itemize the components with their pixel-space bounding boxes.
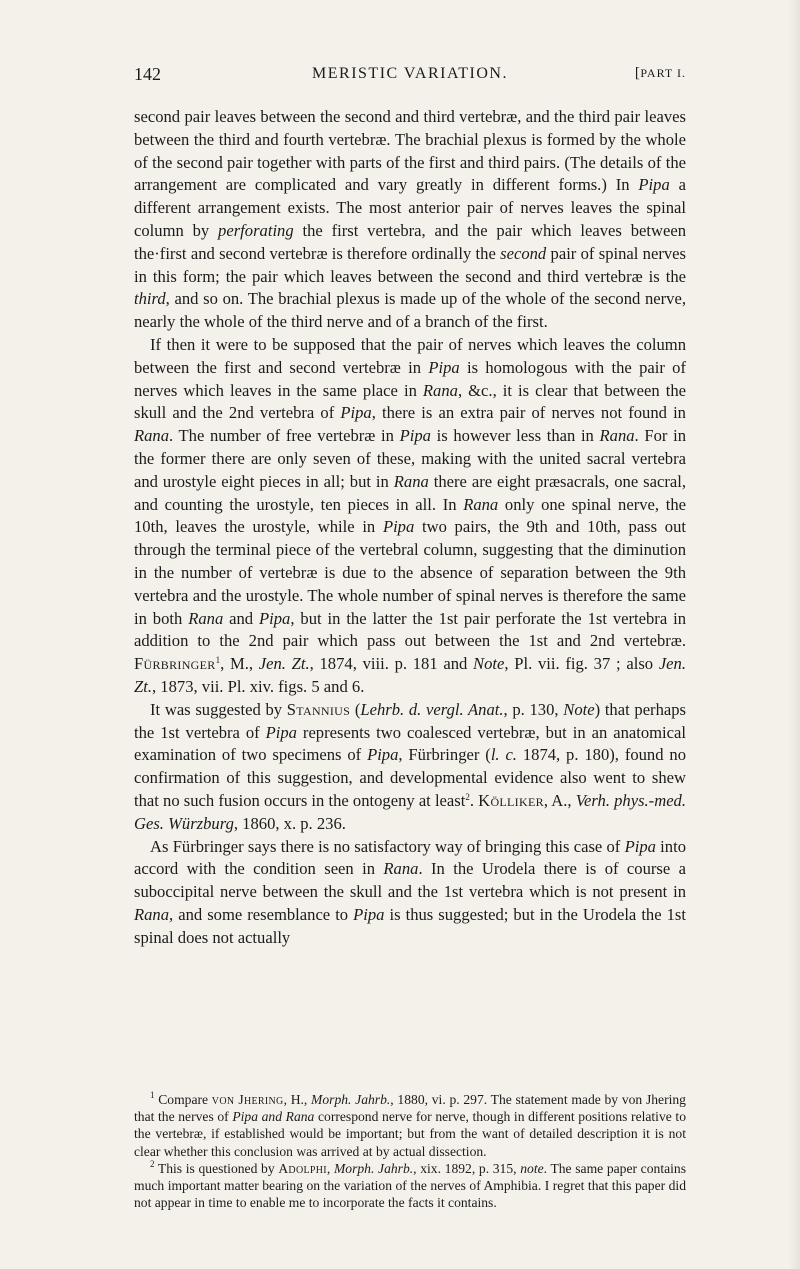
main-text [134, 106, 686, 949]
text-run: , M., [220, 654, 259, 674]
italic-text: Rana [383, 859, 419, 879]
footnote-marker: 1 [150, 1090, 155, 1100]
italic-text: second [500, 243, 547, 263]
italic-text: Rana [463, 494, 499, 514]
italic-text: Jen. Zt. [134, 654, 686, 696]
small-caps-name: Stannius [286, 699, 351, 719]
text-run: the first vertebra, and the pair which leaves between the·first and second vertebræ is therefore ordinally the [134, 220, 686, 263]
paragraph-p1 [134, 106, 686, 334]
part-bracket: [ [634, 65, 641, 81]
text-run: only one spinal nerve, the 10th, leaves the urostyle, while in [134, 494, 686, 537]
text-run: , 1874, viii. p. 181 and [309, 654, 474, 674]
text-run: ( [350, 699, 361, 719]
italic-text: Pipa [353, 904, 385, 924]
text-run: It was suggested by [150, 699, 287, 719]
text-run: is however less than in [430, 426, 600, 446]
italic-text: Jen. Zt. [258, 654, 310, 674]
italic-text: l. c. [490, 745, 517, 765]
paragraph-p2 [134, 334, 686, 699]
italic-text: Pipa [265, 722, 297, 742]
italic-text: Pipa [399, 426, 431, 446]
part-text: PART I. [640, 66, 686, 80]
italic-text: Rana [188, 608, 224, 628]
italic-text: third [134, 289, 166, 309]
text-run: As Fürbringer says there is no satisfactory way of bringing this case of [150, 836, 625, 856]
text-run: ) that perhaps the 1st vertebra of [134, 699, 687, 742]
text-run: Compare [154, 1092, 212, 1107]
italic-text: Rana [393, 471, 429, 491]
text-run: , A., [543, 790, 576, 810]
paragraph-p3 [134, 699, 686, 836]
small-caps-name: Kölliker [478, 790, 544, 810]
text-run: . In the Urodela there is of course a suboccipital nerve between the skull and the 1st vertebra which is not present in [134, 859, 687, 902]
text-run: , and so on. The brachial plexus is made up of the whole of the second nerve, nearly the whole of the third nerve and of a branch of the first. [134, 289, 686, 332]
text-run: correspond nerve for nerve, though in different positions relative to the vertebræ, if established would be important; but from the want of detailed description it is not clear whether this conclusion was arrived at by actual dissection. [134, 1109, 686, 1159]
italic-text: Pipa [259, 608, 291, 628]
text-run: a different arrangement exists. The most anterior pair of nerves leaves the spinal column by [134, 175, 687, 240]
running-header [134, 64, 686, 88]
footnote-fn1 [134, 1091, 686, 1160]
running-title: MERISTIC VARIATION. [312, 65, 508, 82]
text-run: , but in the latter the 1st pair perforate the 1st vertebra in addition to the 2nd pair which pass out between the 1st and 2nd vertebræ. [134, 608, 686, 651]
text-run: , [326, 1160, 334, 1176]
text-run: , and some resemblance to [169, 904, 354, 924]
small-caps-name: von Jhering [211, 1092, 284, 1107]
italic-text: Rana [599, 426, 635, 446]
footnote-marker: 1 [215, 655, 221, 666]
text-run: . [469, 790, 479, 810]
italic-text: Pipa [638, 175, 670, 195]
text-run: and [223, 608, 260, 628]
text-run: into accord with the condition seen in [134, 836, 687, 879]
text-run: , &c., it is clear that between the skull and the 2nd vertebra of [134, 380, 686, 423]
text-run: , 1873, vii. Pl. xiv. figs. 5 and 6. [152, 676, 365, 696]
text-run: pair of spinal nerves in this form; the pair which leaves between the second and third vertebræ is the [134, 243, 686, 286]
text-run: . For in the former there are only seven of these, making with the united sacral vertebra and urostyle eight pieces in all; but in [134, 426, 686, 491]
italic-text: Pipa and Rana [232, 1109, 315, 1125]
text-run: is homologous with the pair of nerves which leaves in the same place in [134, 357, 686, 400]
italic-text: Rana [422, 380, 458, 400]
italic-text: Pipa [624, 836, 656, 856]
text-run: , there is an extra pair of nerves not found in [371, 403, 686, 423]
page-number: 142 [134, 64, 161, 84]
small-caps-name: Adolphi [278, 1160, 327, 1176]
text-run: If then it were to be supposed that the pair of nerves which leaves the column between the first and second vertebræ in [134, 334, 686, 377]
italic-text: Pipa [367, 745, 399, 765]
italic-text: Pipa [428, 357, 460, 377]
italic-text: Rana [134, 426, 170, 446]
text-run: second pair leaves between the second and third vertebræ, and the third pair leaves between the third and fourth vertebræ. The brachial plexus is formed by the whole of the second pair together with parts of the first and third pairs. (The details of the arrangement are complicated and vary greatly in different forms.) In [134, 107, 686, 195]
italic-text: Rana [134, 904, 170, 924]
text-run: , 1880, vi. p. 297. The statement made by von Jhering that the nerves of [134, 1092, 686, 1125]
text-run: is thus suggested; but in the Urodela the 1st spinal does not actually [134, 904, 686, 947]
italic-text: Lehrb. d. vergl. Anat. [360, 699, 504, 719]
italic-text: note [520, 1160, 544, 1176]
italic-text: Morph. Jahrb. [333, 1160, 414, 1176]
text-run: , p. 130, [503, 699, 564, 719]
text-run: represents two coalesced vertebræ, but in an anatomical examination of two specimens of [134, 722, 686, 765]
italic-text: perforating [218, 220, 294, 240]
text-run: , Pl. vii. fig. 37 ; also [504, 654, 659, 674]
paragraph-p4 [134, 836, 686, 950]
text-run: 1874, p. 180), found no confirmation of this suggestion, and developmental evidence also went to shew that no such fusion occurs in the ontogeny at least [134, 745, 687, 810]
text-run: . The same paper contains much important matter bearing on the variation of the nerves of Amphibia. I regret that this paper did not appear in time to enable me to incorporate the facts it contains. [134, 1160, 686, 1211]
part-label [635, 65, 686, 82]
footnote-marker: 2 [465, 791, 470, 802]
page-edge-shadow [788, 0, 800, 1269]
text-run: , Fürbringer ( [398, 745, 491, 765]
text-run: , xix. 1892, p. 315, [413, 1160, 521, 1176]
text-run: , 1860, x. p. 236. [233, 813, 346, 833]
italic-text: Note [473, 654, 505, 674]
footnote-marker: 2 [150, 1158, 155, 1169]
italic-text: Verh. phys.-med. Ges. Würzburg [134, 790, 687, 833]
italic-text: Pipa [382, 517, 415, 537]
footnotes [134, 1091, 686, 1211]
italic-text: Morph. Jahrb. [311, 1092, 391, 1107]
text-run: This is questioned by [154, 1160, 279, 1176]
italic-text: Note [563, 699, 595, 719]
text-run: . The number of free vertebræ in [169, 426, 400, 446]
text-run: two pairs, the 9th and 10th, pass out through the terminal piece of the vertebral column, suggesting that the diminution in the number of vertebræ is due to the absence of separation between the 9th vertebra and the urostyle. The whole number of spinal nerves is therefore the same in both [134, 517, 686, 628]
footnote-fn2 [134, 1160, 686, 1212]
text-run: , H., [283, 1092, 312, 1107]
small-caps-name: Fürbringer [134, 654, 216, 674]
italic-text: Pipa [340, 403, 372, 423]
text-run: there are eight præsacrals, one sacral, and counting the urostyle, ten pieces in all. In [134, 471, 686, 514]
